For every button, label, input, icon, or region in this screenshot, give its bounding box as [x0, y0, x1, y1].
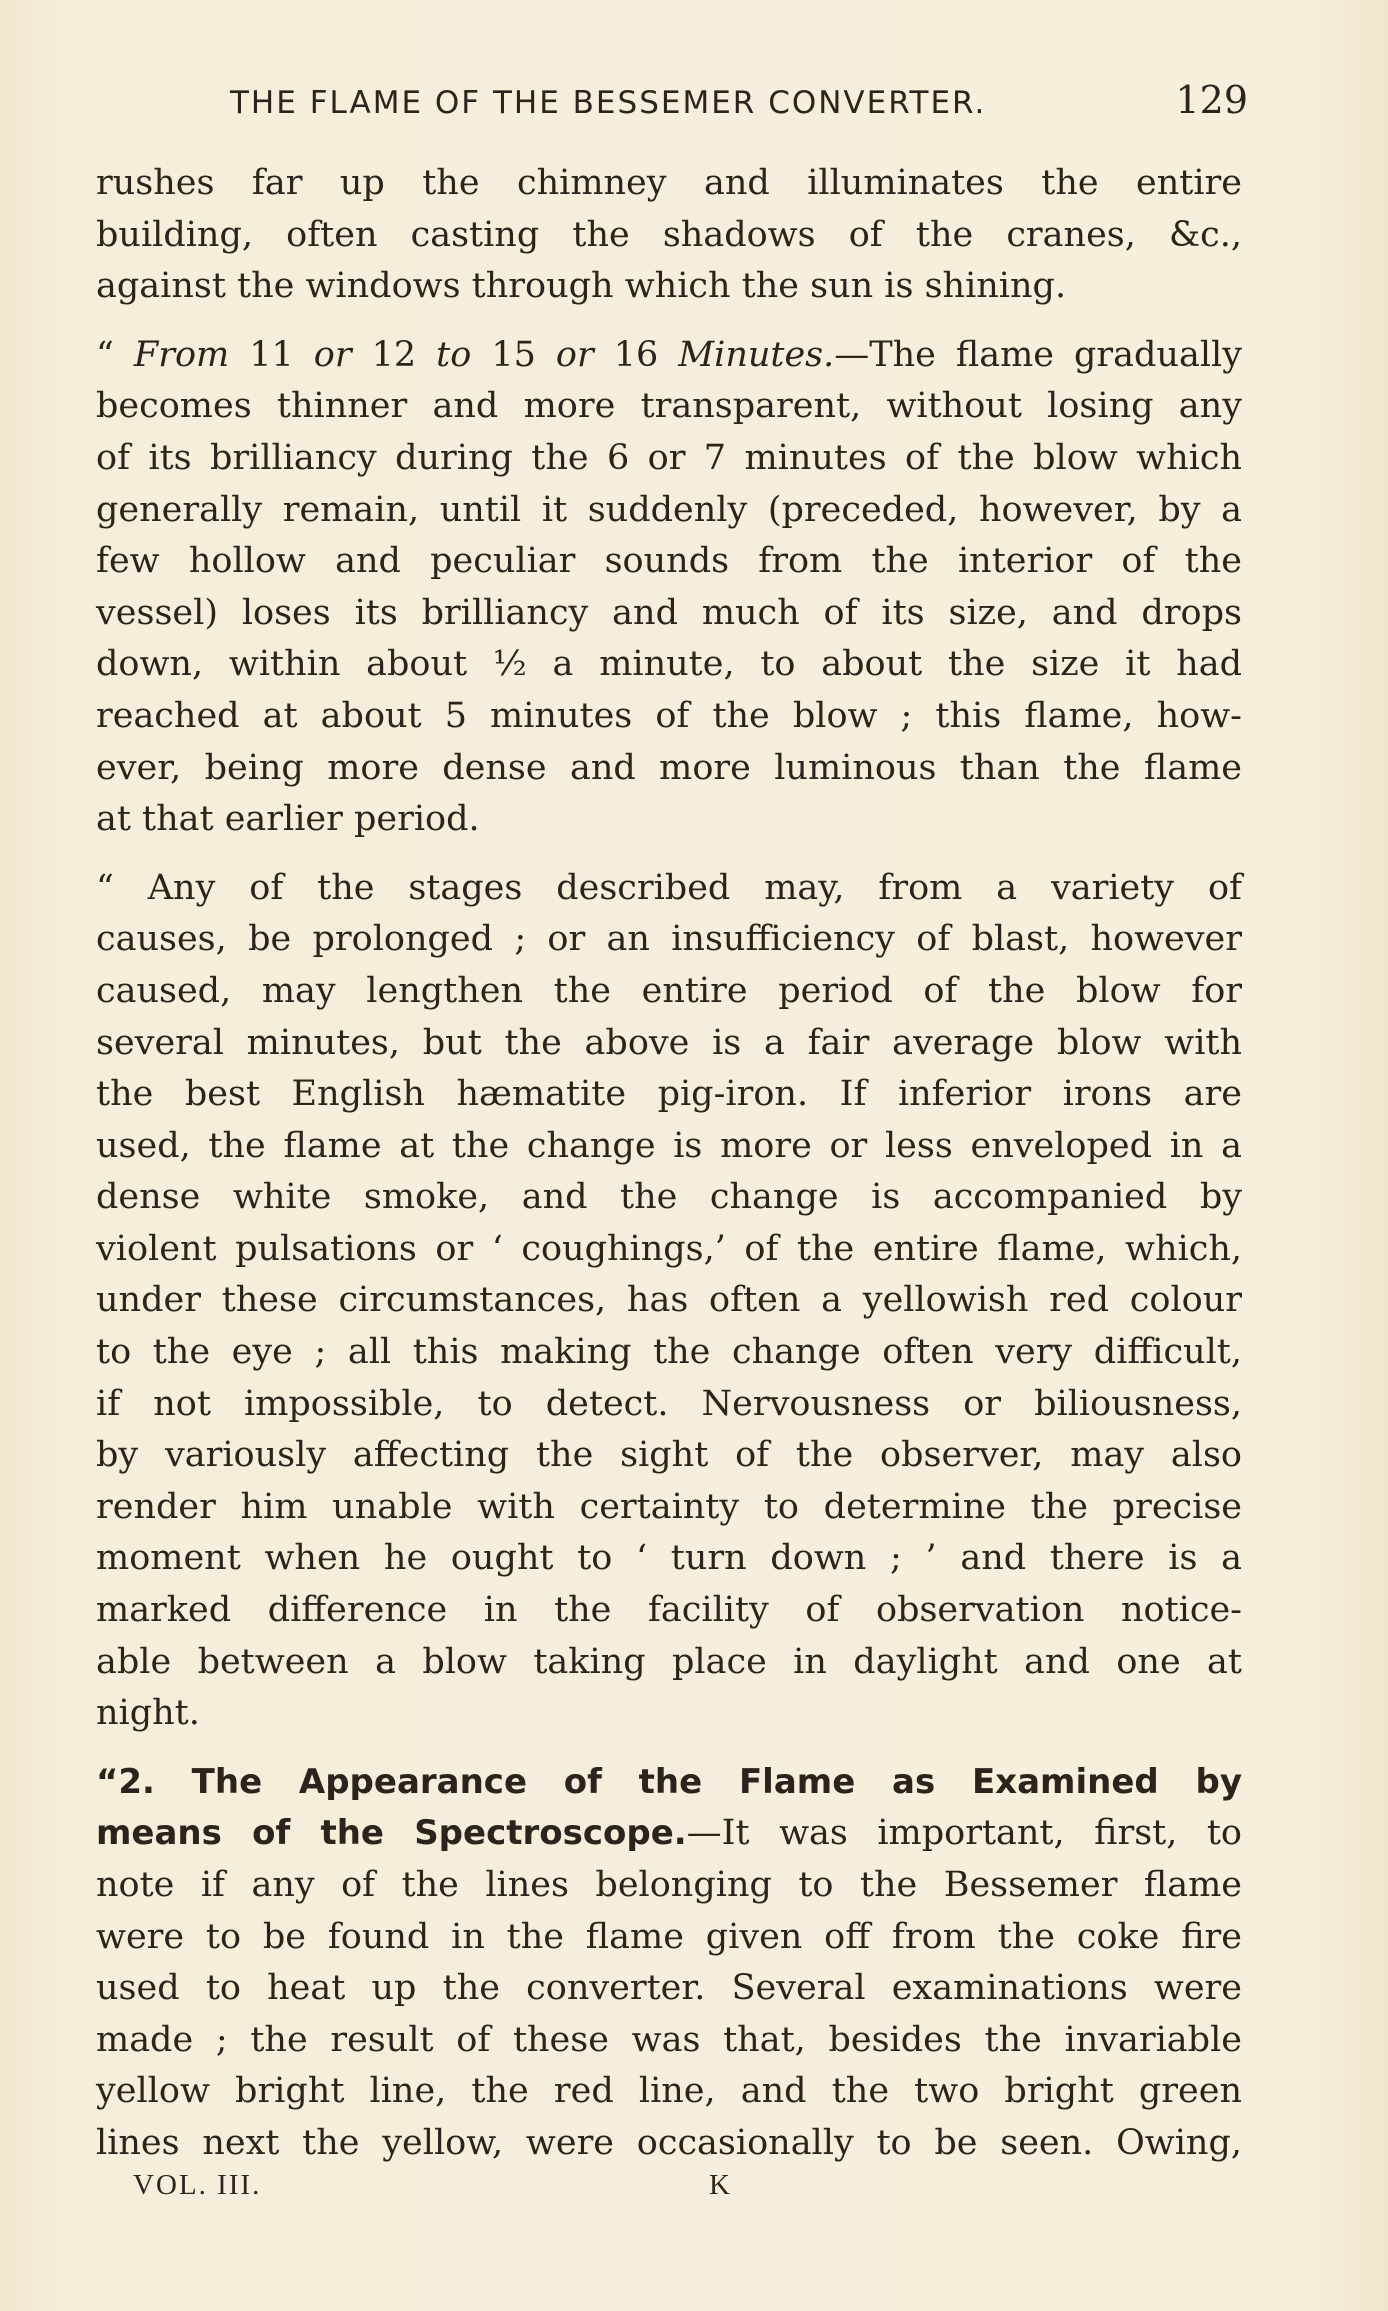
text-line: several minutes, but the above is a fair average blow with: [96, 1022, 1242, 1063]
text-line: were to be found in the flame given off from the coke fire: [96, 1916, 1242, 1957]
text-line: note if any of the lines belonging to the Bessemer flame: [96, 1865, 1242, 1905]
page-footer: [133, 2169, 733, 2202]
text-line-lead: “ From 11 or 12 to 15 or 16 Minutes.—The flame gradually: [96, 334, 1242, 375]
text-line: generally remain, until it suddenly (preceded, however, by a: [96, 489, 1242, 530]
text-line: vessel) loses its brilliancy and much of its size, and drops: [96, 592, 1242, 633]
text-line: causes, be prolonged ; or an insufficiency of blast, however: [96, 919, 1242, 960]
text-line: against the windows through which the sun is shining.: [96, 266, 1067, 307]
text-line: ever, being more dense and more luminous than the flame: [96, 747, 1242, 788]
text-line: able between a blow taking place in daylight and one at: [96, 1641, 1242, 1682]
text-line: used to heat up the converter. Several examinations were: [96, 1968, 1242, 2009]
running-head-title: THE FLAME OF THE BESSEMER CONVERTER.: [230, 85, 987, 121]
text-line: made ; the result of these was that, besides the invariable: [96, 2019, 1242, 2060]
text-line: under these circumstances, has often a yellowish red colour: [96, 1280, 1242, 1321]
text-line: to the eye ; all this making the change often very difficult,: [96, 1332, 1242, 1373]
text-line: lines next the yellow, were occasionally to be seen. Owing,: [96, 2122, 1242, 2163]
text-line: dense white smoke, and the change is accompanied by: [96, 1177, 1242, 1218]
text-line: by variously affecting the sight of the observer, may also: [96, 1435, 1242, 1476]
page-number: 129: [1175, 78, 1248, 122]
body-text: [96, 158, 1242, 2170]
text-line: reached at about 5 minutes of the blow ; this flame, how-: [96, 695, 1242, 736]
text-line: yellow bright line, the red line, and the two bright green: [96, 2071, 1242, 2112]
text-line: “ Any of the stages described may, from a variety of: [96, 867, 1242, 908]
text-line: of its brilliancy during the 6 or 7 minutes of the blow which: [96, 437, 1242, 478]
volume-label: VOL. III.: [133, 2169, 262, 2201]
text-line: caused, may lengthen the entire period of the blow for: [96, 970, 1242, 1011]
text-line: down, within about ½ a minute, to about the size it had: [96, 644, 1242, 685]
text-line: few hollow and peculiar sounds from the interior of the: [96, 541, 1242, 582]
text-line-heading-continued: means of the Spectroscope.—It was important, first, to: [96, 1813, 1242, 1854]
text-line: night.: [96, 1693, 200, 1734]
text-line: rushes far up the chimney and illuminates the entire: [96, 163, 1242, 203]
running-head: [230, 78, 1248, 122]
text-line: building, often casting the shadows of the cranes, &c.,: [96, 214, 1242, 255]
text-line: if not impossible, to detect. Nervousness or biliousness,: [96, 1383, 1242, 1424]
signature-mark: K: [709, 2169, 732, 2201]
section-heading: “2. The Appearance of the Flame as Examined by: [96, 1761, 1242, 1802]
text-line: at that earlier period.: [96, 799, 480, 840]
text-line: moment when he ought to ‘ turn down ; ’ and there is a: [96, 1538, 1242, 1579]
text-line: used, the flame at the change is more or less enveloped in a: [96, 1125, 1242, 1166]
text-line: render him unable with certainty to determine the precise: [96, 1486, 1242, 1527]
text-line: violent pulsations or ‘ coughings,’ of the entire flame, which,: [96, 1228, 1242, 1269]
text-line: the best English hæmatite pig-iron. If inferior irons are: [96, 1074, 1242, 1115]
text-line: marked difference in the facility of observation notice-: [96, 1590, 1242, 1631]
text-line: becomes thinner and more transparent, without losing any: [96, 386, 1242, 427]
